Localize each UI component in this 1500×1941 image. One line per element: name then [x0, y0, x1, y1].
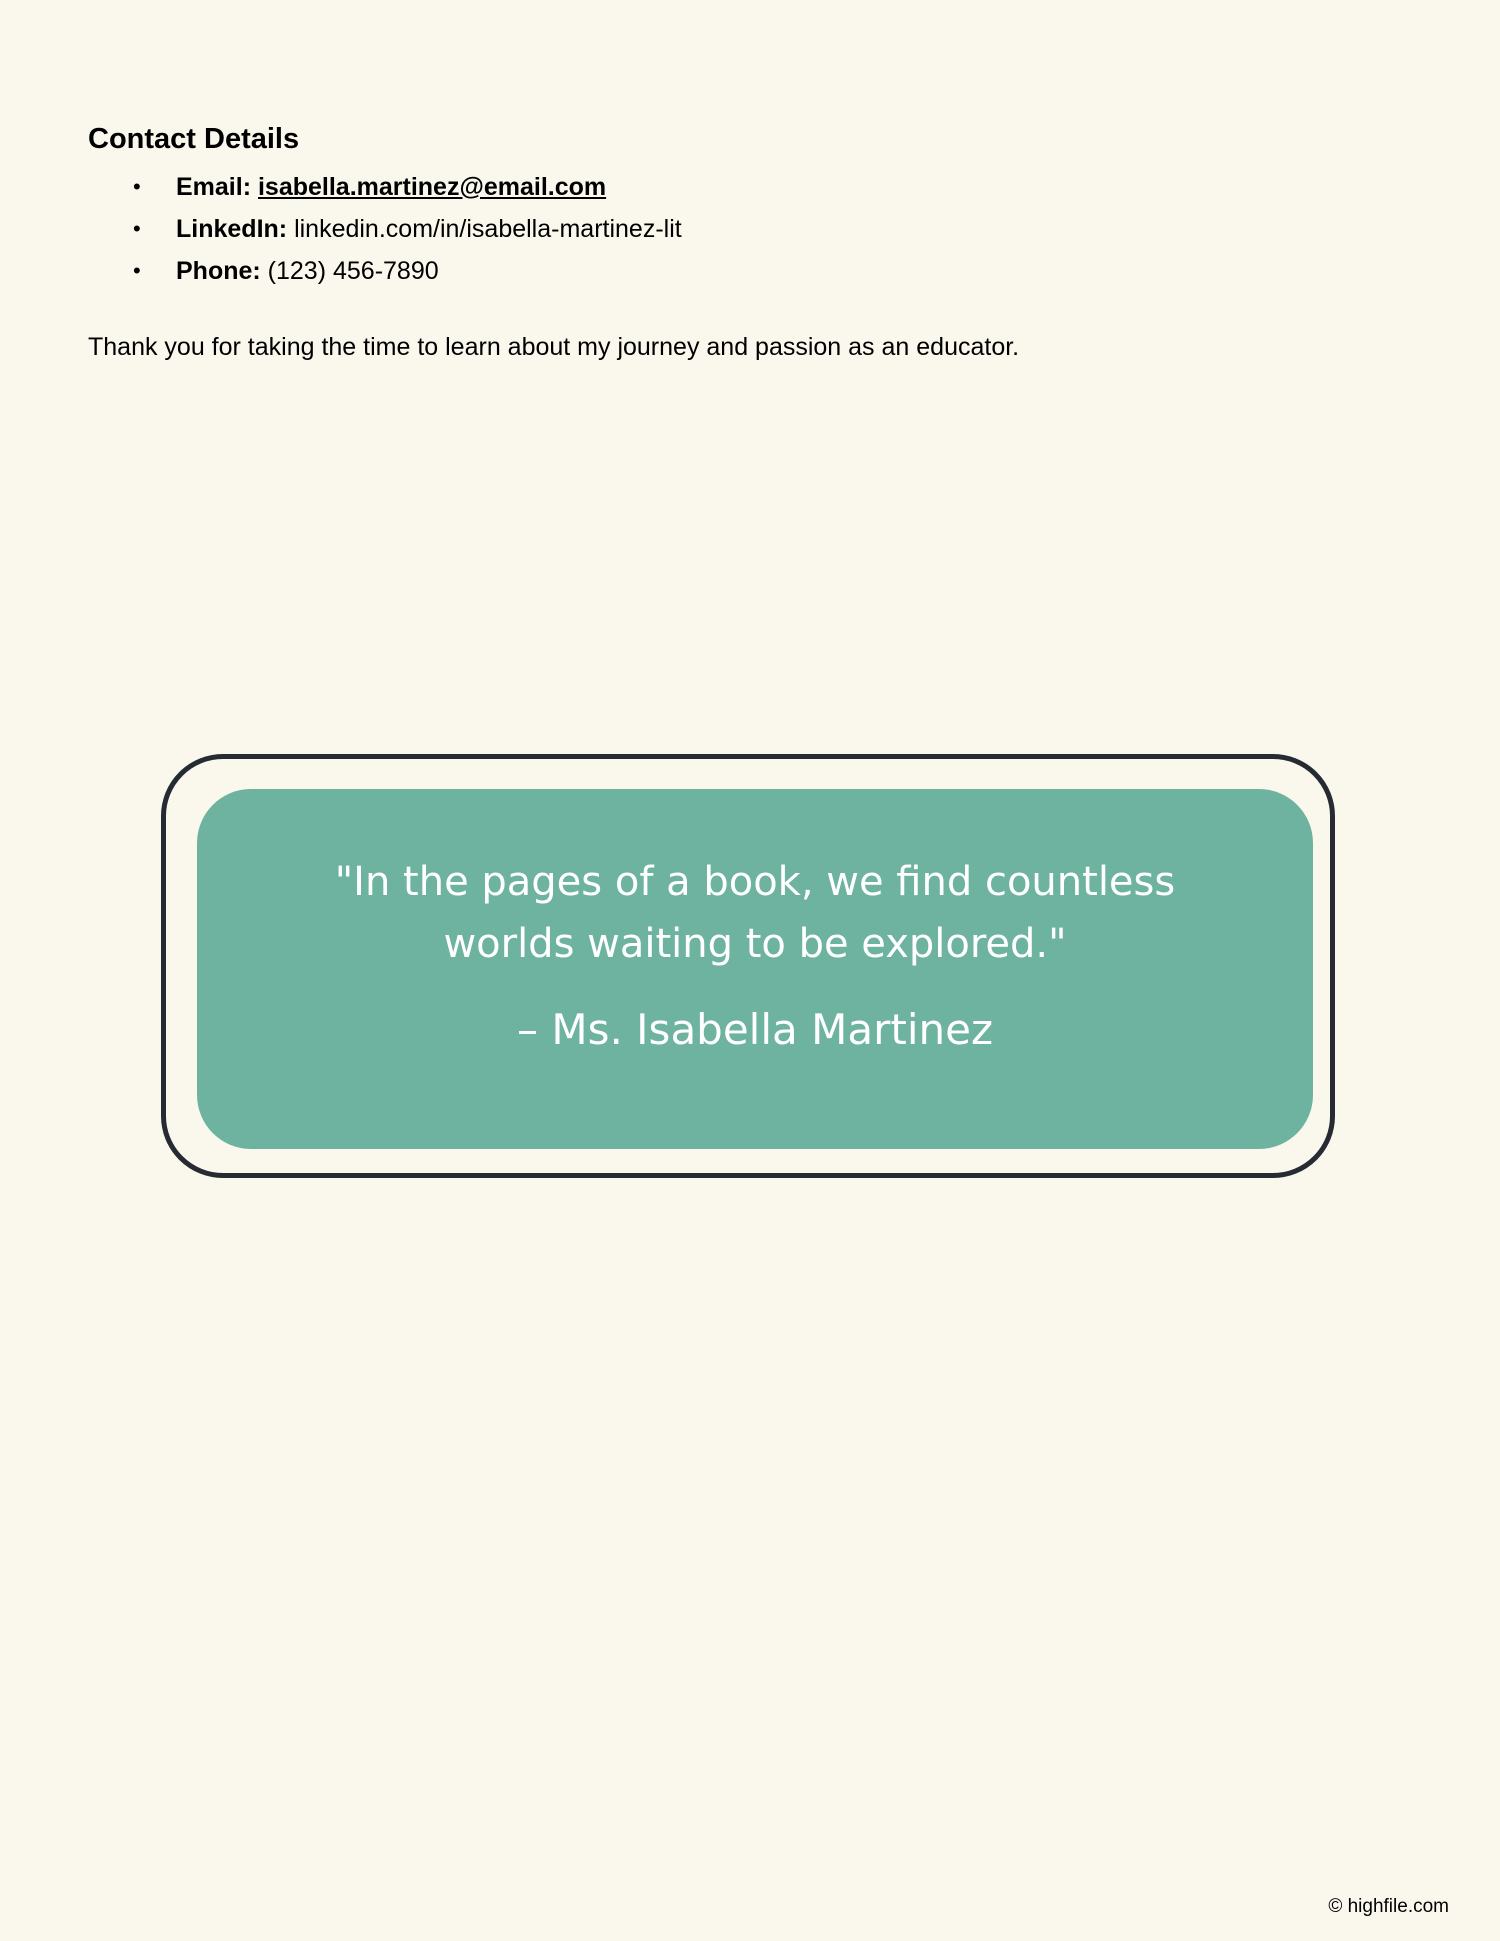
quote-line-1: "In the pages of a book, we find countless [334, 859, 1176, 905]
quote-line-2: worlds waiting to be explored." [443, 921, 1067, 967]
contact-list [88, 166, 1388, 292]
bullet-icon: • [133, 258, 141, 283]
thank-you-text: Thank you for taking the time to learn about my journey and passion as an educator. [88, 333, 1020, 361]
contact-section [88, 120, 1388, 364]
bullet-icon: • [133, 216, 141, 241]
quote-text [197, 789, 1313, 975]
linkedin-label: LinkedIn: [176, 215, 288, 243]
quote-box [197, 789, 1313, 1149]
email-link[interactable]: isabella.martinez@email.com [257, 173, 607, 201]
phone-value: (123) 456-7890 [267, 257, 439, 285]
bullet-icon: • [133, 174, 141, 199]
quote-frame [161, 754, 1335, 1178]
contact-item-linkedin [133, 208, 1388, 250]
quote-author: – Ms. Isabella Martinez [517, 1005, 993, 1054]
linkedin-value: linkedin.com/in/isabella-martinez-lit [294, 215, 682, 243]
contact-heading: Contact Details [88, 123, 300, 155]
phone-label: Phone: [176, 257, 261, 285]
contact-item-phone [133, 250, 1388, 292]
contact-item-email [133, 166, 1388, 208]
footer-credit: © highfile.com [1328, 1896, 1449, 1917]
email-label: Email: [176, 173, 252, 201]
